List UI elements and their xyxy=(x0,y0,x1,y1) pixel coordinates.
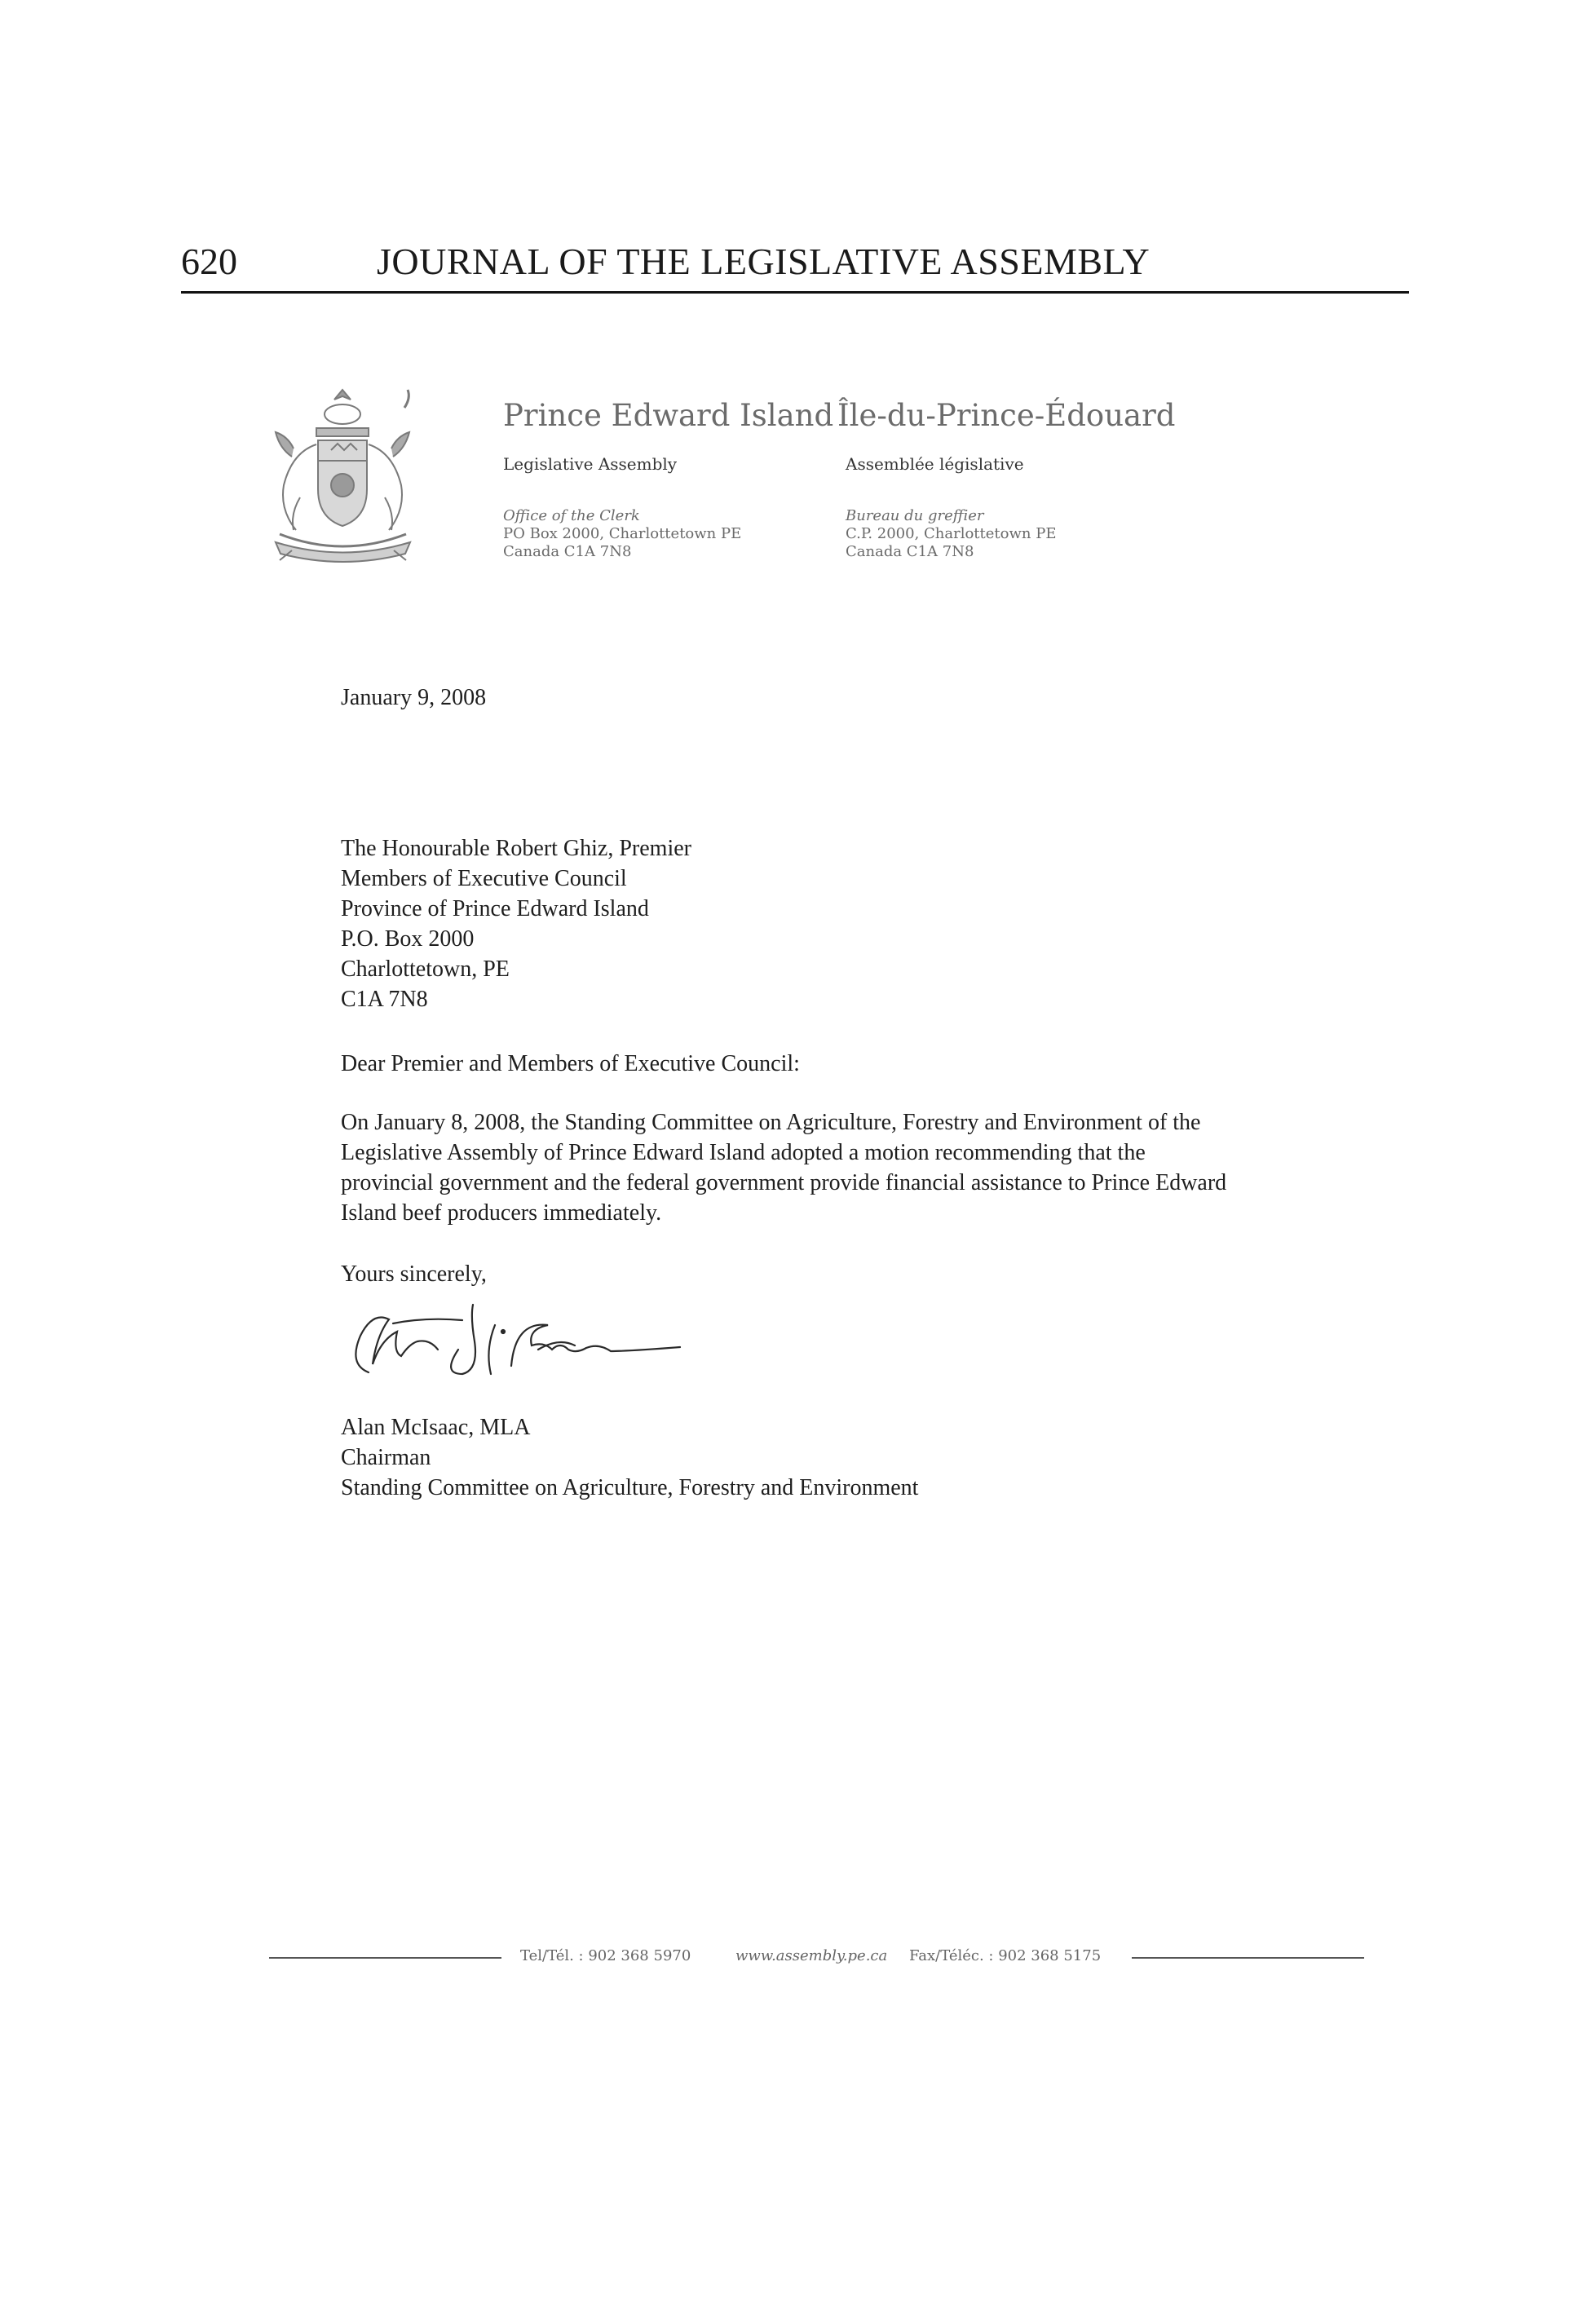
letter-paragraph xyxy=(341,1107,1226,1228)
letterhead-title-english: Prince Edward Island xyxy=(503,398,834,433)
paragraph-line: Legislative Assembly of Prince Edward Island adopted a motion recommending that the xyxy=(341,1140,1146,1165)
footer-website-link[interactable]: www.assembly.pe.ca xyxy=(735,1947,888,1964)
letterhead-subtitle-english: Legislative Assembly xyxy=(503,454,678,474)
recipient-line: The Honourable Robert Ghiz, Premier xyxy=(341,836,691,861)
signature-icon xyxy=(336,1301,687,1390)
coat-of-arms-icon xyxy=(259,383,426,567)
office-name-french: Bureau du greffier xyxy=(846,507,984,524)
office-name-english: Office of the Clerk xyxy=(503,507,640,524)
journal-title: JOURNAL OF THE LEGISLATIVE ASSEMBLY xyxy=(377,241,1151,282)
recipient-line: Charlottetown, PE xyxy=(341,957,510,982)
footer-telephone: Tel/Tél. : 902 368 5970 xyxy=(520,1947,691,1964)
address-line-1-english: PO Box 2000, Charlottetown PE xyxy=(503,525,742,542)
signer-committee: Standing Committee on Agriculture, Forestry and Environment xyxy=(341,1475,919,1500)
footer-rule-right xyxy=(1132,1957,1364,1959)
footer-rule-left xyxy=(269,1957,501,1959)
letterhead-address-french xyxy=(846,507,1056,561)
page-number: 620 xyxy=(181,241,237,282)
address-line-1-french: C.P. 2000, Charlottetown PE xyxy=(846,525,1057,542)
paragraph-line: On January 8, 2008, the Standing Committee on Agriculture, Forestry and Environment of the xyxy=(341,1110,1201,1135)
letterhead-subtitle-french: Assemblée législative xyxy=(846,454,1024,474)
header-rule xyxy=(181,291,1409,294)
paragraph-line: provincial government and the federal government provide financial assistance to Prince Edward xyxy=(341,1170,1227,1195)
paragraph-line: Island beef producers immediately. xyxy=(341,1200,662,1226)
address-line-2-english: Canada C1A 7N8 xyxy=(503,543,632,560)
salutation: Dear Premier and Members of Executive Council: xyxy=(341,1051,800,1076)
letterhead-address-english xyxy=(503,507,741,561)
address-line-2-french: Canada C1A 7N8 xyxy=(846,543,974,560)
recipient-line: Province of Prince Edward Island xyxy=(341,896,649,921)
recipient-line: Members of Executive Council xyxy=(341,866,627,891)
letterhead-title-french: Île-du-Prince-Édouard xyxy=(837,398,1176,433)
recipient-address-block xyxy=(341,833,691,1014)
recipient-line: C1A 7N8 xyxy=(341,987,428,1012)
closing: Yours sincerely, xyxy=(341,1261,487,1287)
signer-block xyxy=(341,1412,918,1503)
letter-date: January 9, 2008 xyxy=(341,685,487,710)
signer-name: Alan McIsaac, MLA xyxy=(341,1415,531,1440)
signer-title: Chairman xyxy=(341,1445,431,1470)
footer-fax: Fax/Téléc. : 902 368 5175 xyxy=(909,1947,1102,1964)
recipient-line: P.O. Box 2000 xyxy=(341,926,475,952)
